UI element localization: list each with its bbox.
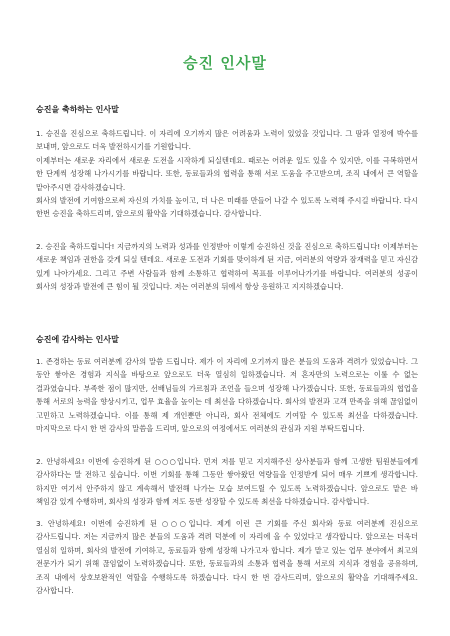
section-heading-thanks: 승진에 감사하는 인사말 (36, 335, 119, 344)
section-heading-congratulations: 승진을 축하하는 인사말 (36, 105, 119, 114)
paragraph-congratulations-2: 2. 승진을 축하드립니다! 지금까지의 노력과 성과를 인정받아 이렇게 승진하신 것을 진심으로 축하드립니다! 이제부터는 새로운 책임과 권한을 갖게 되실 텐데요. 새로운 도전과 기회를 맞이하게 된 지금, 여러분의 역량과 잠재력을 믿고 자신감 있게 나아가세요. 그리고 주변 사람들과 함께 소통하고 협력하여 목표를 이루어나가기를 바랍니다. 여러분의 성공이 회사의 성장과 발전에 큰 힘이 될 것입니다. 저는 여러분의 뒤에서 항상 응원하고 지지하겠습니다. (36, 242, 418, 292)
page-title: 승진 인사말 (183, 54, 267, 72)
paragraph-congratulations-1: 1. 승진을 진심으로 축하드립니다. 이 자리에 오기까지 많은 어려움과 노력이 있었을 것입니다. 그 땀과 열정에 박수를 보내며, 앞으로도 더욱 발전하시기를 기원합니다. 이제부터는 새로운 자리에서 새로운 도전을 시작하게 되실텐데요. 때로는 어려운 일도 있을 수 있지만, 이를 극복하면서 한 단계씩 성장해 나가시기를 바랍니다. 또한, 동료들과의 협력을 통해 서로 도움을 주고받으며, 조직 내에서 큰 역할을 맡아주시면 감사하겠습니다. 회사의 발전에 기여함으로써 자신의 가치를 높이고, 더 나은 미래를 만들어 나갈 수 있도록 노력해 주시길 바랍니다. 다시 한번 승진을 축하드리며, 앞으로의 활약을 기대하겠습니다. 감사합니다. (36, 129, 418, 219)
paragraph-thanks-3: 3. 안녕하세요! 이번에 승진하게 된 ○○○입니다. 제게 이런 큰 기회를 주신 회사와 동료 여러분께 진심으로 감사드립니다. 저는 지금까지 많은 분들의 도움과 격려 덕분에 이 자리에 올 수 있었다고 생각합니다. 앞으로는 더욱더 열심히 일하며, 회사의 발전에 기여하고, 동료들과 함께 성장해 나가고자 합니다. 제가 맡고 있는 업무 분야에서 최고의 전문가가 되기 위해 끊임없이 노력하겠습니다. 또한, 동료들과의 소통과 협력을 통해 서로의 지식과 경험을 공유하며, 조직 내에서 상호보완적인 역할을 수행하도록 하겠습니다. 다시 한 번 감사드리며, 앞으로의 활약을 기대해주세요. 감사합니다. (36, 519, 418, 596)
paragraph-thanks-1: 1. 존경하는 동료 여러분께 감사의 말씀 드립니다. 제가 이 자리에 오기까지 많은 분들의 도움과 격려가 있었습니다. 그 동안 쌓아온 경험과 지식을 바탕으로 앞으로도 더욱 열심히 일하겠습니다. 저 혼자만의 노력으로는 이룰 수 없는 결과였습니다. 부족한 점이 많지만, 선배님들의 가르침과 조언을 들으며 성장해 나가겠습니다. 또한, 동료들과의 협업을 통해 서로의 능력을 향상시키고, 업무 효율을 높이는 데 최선을 다하겠습니다. 회사의 발전과 고객 만족을 위해 끊임없이 고민하고 노력하겠습니다. 이를 통해 제 개인뿐만 아니라, 회사 전체에도 기여할 수 있도록 최선을 다하겠습니다. 마지막으로 다시 한 번 감사의 말씀을 드리며, 앞으로의 여정에서도 여러분의 관심과 지원 부탁드립니다. (36, 357, 418, 434)
paragraph-thanks-2: 2. 안녕하세요! 이번에 승진하게 된 ○○○입니다. 먼저 저를 믿고 지지해주신 상사분들과 함께 고생한 팀원분들에게 감사하다는 말 전하고 싶습니다. 이번 기회를 통해 그동안 쌓아왔던 역량들을 인정받게 되어 매우 기쁘게 생각합니다. 하지만 여기서 안주하지 않고 계속해서 발전해 나가는 모습 보여드릴 수 있도록 노력하겠습니다. 앞으로도 맡은 바 책임감 있게 수행하며, 회사의 성장과 함께 저도 동반 성장할 수 있도록 최선을 다하겠습니다. 감사합니다. (36, 457, 418, 507)
